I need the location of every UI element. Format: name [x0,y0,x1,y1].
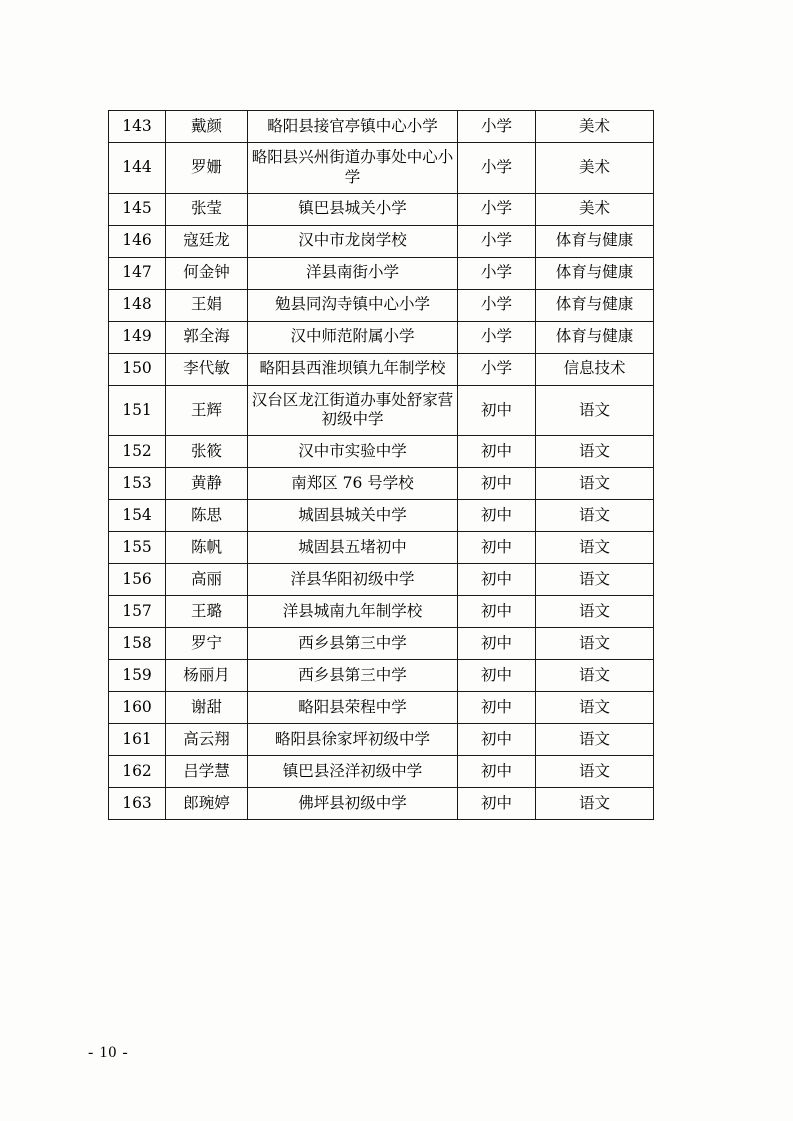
cell-number: 160 [109,692,166,724]
cell-stage: 小学 [458,143,536,194]
cell-school: 南郑区 76 号学校 [248,468,458,500]
cell-number: 151 [109,385,166,436]
cell-name: 谢甜 [166,692,248,724]
table-row [109,353,654,385]
table-row [109,788,654,820]
cell-number: 143 [109,111,166,143]
cell-stage: 初中 [458,532,536,564]
table-row [109,756,654,788]
cell-stage: 初中 [458,596,536,628]
cell-subject: 语文 [536,756,654,788]
cell-stage: 小学 [458,111,536,143]
cell-number: 158 [109,628,166,660]
cell-name: 杨丽月 [166,660,248,692]
cell-name: 李代敏 [166,353,248,385]
table-row [109,628,654,660]
cell-number: 159 [109,660,166,692]
cell-school: 西乡县第三中学 [248,628,458,660]
cell-name: 黄静 [166,468,248,500]
cell-number: 145 [109,193,166,225]
cell-subject: 语文 [536,596,654,628]
cell-name: 陈思 [166,500,248,532]
cell-stage: 初中 [458,468,536,500]
cell-school: 汉台区龙江街道办事处舒家营初级中学 [248,385,458,436]
cell-school: 镇巴县城关小学 [248,193,458,225]
cell-school: 镇巴县泾洋初级中学 [248,756,458,788]
cell-name: 郎琬婷 [166,788,248,820]
cell-school: 洋县南街小学 [248,257,458,289]
cell-number: 157 [109,596,166,628]
cell-school: 勉县同沟寺镇中心小学 [248,289,458,321]
cell-number: 154 [109,500,166,532]
cell-number: 148 [109,289,166,321]
cell-name: 高云翔 [166,724,248,756]
table-body [109,111,654,820]
cell-subject: 体育与健康 [536,289,654,321]
cell-stage: 小学 [458,289,536,321]
cell-number: 162 [109,756,166,788]
cell-name: 王娟 [166,289,248,321]
table-row [109,111,654,143]
cell-number: 163 [109,788,166,820]
cell-school: 略阳县兴州街道办事处中心小学 [248,143,458,194]
cell-stage: 初中 [458,756,536,788]
cell-subject: 美术 [536,111,654,143]
cell-subject: 语文 [536,724,654,756]
cell-number: 161 [109,724,166,756]
page-number: - 10 - [88,1044,129,1061]
cell-subject: 语文 [536,436,654,468]
cell-subject: 语文 [536,468,654,500]
cell-subject: 语文 [536,564,654,596]
cell-number: 153 [109,468,166,500]
cell-name: 王辉 [166,385,248,436]
cell-subject: 美术 [536,143,654,194]
table-row [109,385,654,436]
cell-school: 汉中师范附属小学 [248,321,458,353]
cell-school: 汉中市龙岗学校 [248,225,458,257]
cell-number: 155 [109,532,166,564]
cell-school: 佛坪县初级中学 [248,788,458,820]
candidate-table-container [108,110,653,820]
cell-school: 略阳县荣程中学 [248,692,458,724]
cell-name: 罗姗 [166,143,248,194]
table-row [109,436,654,468]
cell-number: 152 [109,436,166,468]
table-row [109,692,654,724]
cell-subject: 信息技术 [536,353,654,385]
cell-name: 罗宁 [166,628,248,660]
cell-school: 西乡县第三中学 [248,660,458,692]
cell-stage: 小学 [458,353,536,385]
cell-name: 郭全海 [166,321,248,353]
cell-stage: 初中 [458,724,536,756]
cell-stage: 小学 [458,193,536,225]
cell-name: 寇廷龙 [166,225,248,257]
cell-stage: 小学 [458,225,536,257]
cell-number: 149 [109,321,166,353]
cell-subject: 语文 [536,532,654,564]
cell-school: 略阳县西淮坝镇九年制学校 [248,353,458,385]
cell-name: 陈帆 [166,532,248,564]
table-row [109,564,654,596]
cell-stage: 初中 [458,660,536,692]
cell-stage: 初中 [458,564,536,596]
cell-subject: 语文 [536,788,654,820]
table-row [109,596,654,628]
cell-stage: 初中 [458,385,536,436]
cell-school: 城固县五堵初中 [248,532,458,564]
table-row [109,660,654,692]
cell-stage: 初中 [458,788,536,820]
cell-school: 洋县华阳初级中学 [248,564,458,596]
candidate-table [108,110,654,820]
table-row [109,724,654,756]
cell-name: 吕学慧 [166,756,248,788]
cell-name: 戴颜 [166,111,248,143]
cell-number: 144 [109,143,166,194]
table-row [109,257,654,289]
cell-subject: 体育与健康 [536,257,654,289]
cell-name: 王璐 [166,596,248,628]
cell-number: 150 [109,353,166,385]
table-row [109,532,654,564]
cell-name: 张筱 [166,436,248,468]
cell-school: 洋县城南九年制学校 [248,596,458,628]
cell-subject: 语文 [536,385,654,436]
cell-subject: 体育与健康 [536,225,654,257]
cell-school: 略阳县接官亭镇中心小学 [248,111,458,143]
cell-number: 147 [109,257,166,289]
table-row [109,289,654,321]
table-row [109,225,654,257]
table-row [109,500,654,532]
cell-name: 何金钟 [166,257,248,289]
cell-number: 156 [109,564,166,596]
table-row [109,468,654,500]
cell-stage: 初中 [458,692,536,724]
cell-number: 146 [109,225,166,257]
cell-subject: 语文 [536,500,654,532]
cell-school: 略阳县徐家坪初级中学 [248,724,458,756]
cell-stage: 小学 [458,321,536,353]
cell-name: 张莹 [166,193,248,225]
table-row [109,143,654,194]
cell-stage: 初中 [458,436,536,468]
cell-stage: 初中 [458,500,536,532]
cell-stage: 初中 [458,628,536,660]
cell-subject: 语文 [536,692,654,724]
table-row [109,193,654,225]
cell-stage: 小学 [458,257,536,289]
cell-name: 高丽 [166,564,248,596]
cell-subject: 语文 [536,628,654,660]
cell-subject: 语文 [536,660,654,692]
cell-subject: 体育与健康 [536,321,654,353]
cell-school: 汉中市实验中学 [248,436,458,468]
cell-school: 城固县城关中学 [248,500,458,532]
cell-subject: 美术 [536,193,654,225]
table-row [109,321,654,353]
